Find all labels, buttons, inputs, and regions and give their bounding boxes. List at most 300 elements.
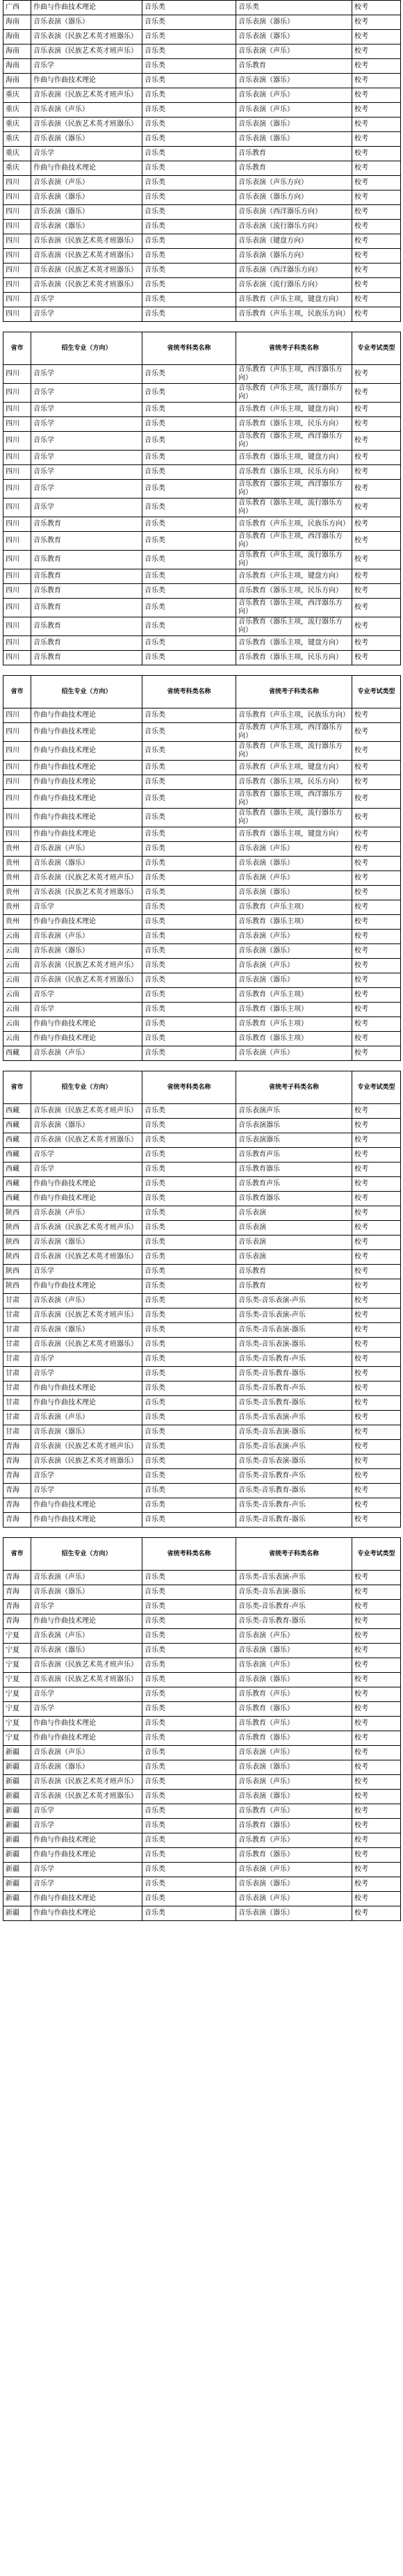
province-cell: 青海: [3, 1600, 31, 1614]
major-cell: 音乐学: [31, 1877, 142, 1892]
subcategory-cell: 音乐教育（器乐主项，民乐方向）: [236, 651, 352, 665]
table-row: [3, 1003, 401, 1017]
category-cell: 音乐类: [142, 1309, 236, 1323]
table-row: [3, 1352, 401, 1367]
province-cell: 青海: [3, 1469, 31, 1484]
table-row: [3, 1804, 401, 1819]
table-row: [3, 1498, 401, 1513]
table-row: [3, 761, 401, 775]
major-cell: 音乐表演（器乐）: [31, 1323, 142, 1338]
table-row: [3, 915, 401, 930]
subcategory-cell: 音乐表演（器乐）: [236, 132, 352, 147]
header-category: 省统考科类名称: [142, 1071, 236, 1104]
major-cell: 作曲与作曲技术理论: [31, 775, 142, 790]
province-cell: 青海: [3, 1484, 31, 1498]
province-cell: 甘肃: [3, 1338, 31, 1352]
table-row: [3, 249, 401, 264]
major-cell: 音乐学: [31, 1702, 142, 1717]
exam-type-cell: 校考: [352, 1571, 401, 1585]
subcategory-cell: 音乐表演（器乐方向）: [236, 249, 352, 264]
exam-type-cell: 校考: [352, 417, 401, 432]
header-exam-type: 专业考试类型: [352, 1071, 401, 1104]
table-row: [3, 1585, 401, 1600]
major-cell: 作曲与作曲技术理论: [31, 1396, 142, 1411]
category-cell: 音乐类: [142, 1032, 236, 1046]
exam-type-cell: 校考: [352, 1731, 401, 1746]
subcategory-cell: 音乐表演（器乐）: [236, 1673, 352, 1687]
major-cell: 作曲与作曲技术理论: [31, 761, 142, 775]
category-cell: 音乐类: [142, 432, 236, 451]
major-cell: 作曲与作曲技术理论: [31, 742, 142, 761]
subcategory-cell: 音乐教育（声乐）: [236, 1804, 352, 1819]
subcategory-cell: 音乐教育（声乐主项，流行器乐方向）: [236, 384, 352, 403]
exam-type-cell: 校考: [352, 480, 401, 499]
exam-type-cell: 校考: [352, 1790, 401, 1804]
table-row: [3, 1819, 401, 1833]
category-cell: 音乐类: [142, 551, 236, 569]
table-row: [3, 384, 401, 403]
subcategory-cell: 音乐教育（器乐主项，键盘方向）: [236, 451, 352, 465]
province-cell: 甘肃: [3, 1382, 31, 1396]
header-major: 招生专业（方向）: [31, 1538, 142, 1571]
subcategory-cell: 音乐表演（器乐）: [236, 118, 352, 132]
province-cell: 贵州: [3, 857, 31, 871]
exam-type-cell: 校考: [352, 842, 401, 857]
header-category: 省统考科类名称: [142, 332, 236, 365]
major-cell: 音乐表演（民族艺术英才班器乐）: [31, 1338, 142, 1352]
province-cell: 新疆: [3, 1863, 31, 1877]
province-cell: 重庆: [3, 103, 31, 118]
table-row: [3, 1221, 401, 1236]
province-cell: 西藏: [3, 1177, 31, 1192]
subcategory-cell: 音乐教育（器乐）: [236, 1848, 352, 1863]
table-row: [3, 161, 401, 176]
subcategory-cell: 音乐教育（器乐主项，民乐方向）: [236, 775, 352, 790]
subcategory-cell: 音乐教育（器乐主项，键盘方向）: [236, 827, 352, 842]
province-cell: 四川: [3, 249, 31, 264]
major-cell: 音乐学: [31, 1484, 142, 1498]
major-cell: 音乐表演（民族艺术英才班声乐）: [31, 959, 142, 973]
major-cell: 音乐学: [31, 1163, 142, 1177]
exam-type-cell: 校考: [352, 1585, 401, 1600]
province-cell: 甘肃: [3, 1294, 31, 1309]
exam-type-cell: 校考: [352, 617, 401, 636]
province-cell: 四川: [3, 723, 31, 742]
province-cell: 西藏: [3, 1119, 31, 1133]
province-cell: 新疆: [3, 1833, 31, 1848]
exam-type-cell: 校考: [352, 1702, 401, 1717]
category-cell: 音乐类: [142, 1133, 236, 1148]
category-cell: 音乐类: [142, 1163, 236, 1177]
subcategory-cell: 音乐教育（声乐主项，键盘方向）: [236, 569, 352, 584]
table-row: [3, 465, 401, 480]
major-cell: 音乐表演（民族艺术英才班声乐）: [31, 1221, 142, 1236]
table-header-row: [3, 676, 401, 708]
subcategory-cell: 音乐类-音乐教育-器乐: [236, 1513, 352, 1528]
category-cell: 音乐类: [142, 307, 236, 322]
table-row: [3, 1746, 401, 1760]
major-cell: 音乐表演（民族艺术英才班声乐）: [31, 871, 142, 886]
major-cell: 音乐学: [31, 900, 142, 915]
subcategory-cell: 音乐表演（声乐）: [236, 959, 352, 973]
subcategory-cell: 音乐教育（器乐主项）: [236, 915, 352, 930]
province-cell: 青海: [3, 1455, 31, 1469]
subcategory-cell: 音乐表演（器乐）: [236, 857, 352, 871]
category-cell: 音乐类: [142, 857, 236, 871]
table-row: [3, 973, 401, 988]
subcategory-cell: 音乐教育（器乐）: [236, 1731, 352, 1746]
major-cell: 作曲与作曲技术理论: [31, 1833, 142, 1848]
category-cell: 音乐类: [142, 1731, 236, 1746]
major-cell: 作曲与作曲技术理论: [31, 1017, 142, 1032]
province-cell: 四川: [3, 532, 31, 551]
province-cell: 宁夏: [3, 1731, 31, 1746]
category-cell: 音乐类: [142, 1396, 236, 1411]
category-cell: 音乐类: [142, 599, 236, 617]
exam-type-cell: 校考: [352, 1600, 401, 1614]
table-row: [3, 1236, 401, 1250]
header-major: 招生专业（方向）: [31, 676, 142, 708]
province-cell: 贵州: [3, 900, 31, 915]
table-row: [3, 775, 401, 790]
exam-type-cell: 校考: [352, 1469, 401, 1484]
subcategory-cell: 音乐类-音乐教育-器乐: [236, 1614, 352, 1629]
major-cell: 音乐学: [31, 147, 142, 161]
subcategory-cell: 音乐教育（声乐主项，流行器乐方向）: [236, 742, 352, 761]
table-row: [3, 988, 401, 1003]
subcategory-cell: 音乐教育（器乐主项，西洋器乐方向）: [236, 599, 352, 617]
subcategory-cell: 音乐教育（声乐主项，西洋器乐方向）: [236, 532, 352, 551]
category-cell: 音乐类: [142, 886, 236, 900]
subcategory-cell: 音乐教育（器乐主项，民乐方向）: [236, 417, 352, 432]
province-cell: 陕西: [3, 1265, 31, 1279]
subcategory-cell: 音乐教育（器乐主项，西洋器乐方向）: [236, 480, 352, 499]
major-cell: 音乐教育: [31, 584, 142, 599]
category-cell: 音乐类: [142, 176, 236, 191]
table-row: [3, 900, 401, 915]
subcategory-cell: 音乐表演（声乐）: [236, 930, 352, 944]
category-cell: 音乐类: [142, 1206, 236, 1221]
subcategory-cell: 音乐教育（声乐主项）: [236, 988, 352, 1003]
province-cell: 海南: [3, 59, 31, 74]
major-cell: 音乐学: [31, 417, 142, 432]
table-row: [3, 132, 401, 147]
header-major: 招生专业（方向）: [31, 332, 142, 365]
major-cell: 音乐表演（器乐）: [31, 15, 142, 30]
exam-type-cell: 校考: [352, 1177, 401, 1192]
exam-type-cell: 校考: [352, 790, 401, 809]
table-row: [3, 1396, 401, 1411]
category-cell: 音乐类: [142, 1877, 236, 1892]
table-row: [3, 499, 401, 517]
major-cell: 音乐表演（声乐）: [31, 842, 142, 857]
subcategory-cell: 音乐教育: [236, 161, 352, 176]
subcategory-cell: 音乐类: [236, 1, 352, 15]
province-cell: 贵州: [3, 886, 31, 900]
table-row: [3, 118, 401, 132]
province-cell: 四川: [3, 480, 31, 499]
province-cell: 四川: [3, 551, 31, 569]
major-cell: 作曲与作曲技术理论: [31, 1731, 142, 1746]
table-row: [3, 1629, 401, 1644]
exam-type-cell: 校考: [352, 1906, 401, 1921]
category-cell: 音乐类: [142, 451, 236, 465]
major-cell: 音乐学: [31, 499, 142, 517]
major-cell: 音乐学: [31, 1819, 142, 1833]
province-cell: 青海: [3, 1614, 31, 1629]
category-cell: 音乐类: [142, 775, 236, 790]
category-cell: 音乐类: [142, 465, 236, 480]
table-row: [3, 1265, 401, 1279]
category-cell: 音乐类: [142, 1629, 236, 1644]
major-cell: 作曲与作曲技术理论: [31, 1279, 142, 1294]
exam-type-cell: 校考: [352, 532, 401, 551]
table-row: [3, 617, 401, 636]
exam-type-cell: 校考: [352, 249, 401, 264]
category-cell: 音乐类: [142, 944, 236, 959]
category-cell: 音乐类: [142, 1338, 236, 1352]
category-cell: 音乐类: [142, 147, 236, 161]
subcategory-cell: 音乐表演（西洋器乐方向）: [236, 205, 352, 220]
category-cell: 音乐类: [142, 1192, 236, 1206]
major-cell: 音乐学: [31, 403, 142, 417]
subcategory-cell: 音乐表演（西洋器乐方向）: [236, 264, 352, 278]
table-row: [3, 1877, 401, 1892]
category-cell: 音乐类: [142, 59, 236, 74]
major-cell: 音乐教育: [31, 599, 142, 617]
category-cell: 音乐类: [142, 205, 236, 220]
province-cell: 宁夏: [3, 1673, 31, 1687]
province-cell: 陕西: [3, 1279, 31, 1294]
table-row: [3, 1731, 401, 1746]
category-cell: 音乐类: [142, 742, 236, 761]
province-cell: 四川: [3, 827, 31, 842]
exam-type-cell: 校考: [352, 1294, 401, 1309]
category-cell: 音乐类: [142, 1848, 236, 1863]
major-cell: 音乐表演（民族艺术英才班器乐）: [31, 234, 142, 249]
subcategory-cell: 音乐类-音乐表演-器乐: [236, 1585, 352, 1600]
subcategory-cell: 音乐表演（器乐）: [236, 30, 352, 44]
table-row: [3, 451, 401, 465]
subcategory-cell: 音乐教育（声乐主项，民族乐方向）: [236, 517, 352, 532]
province-cell: 重庆: [3, 147, 31, 161]
province-cell: 云南: [3, 973, 31, 988]
province-cell: 青海: [3, 1585, 31, 1600]
exam-type-cell: 校考: [352, 636, 401, 651]
subcategory-cell: 音乐教育（声乐）: [236, 1717, 352, 1731]
exam-type-cell: 校考: [352, 584, 401, 599]
header-exam-type: 专业考试类型: [352, 332, 401, 365]
table-row: [3, 1455, 401, 1469]
subcategory-cell: 音乐表演（声乐）: [236, 871, 352, 886]
exam-type-cell: 校考: [352, 403, 401, 417]
category-cell: 音乐类: [142, 584, 236, 599]
major-cell: 音乐表演（器乐）: [31, 1760, 142, 1775]
exam-type-cell: 校考: [352, 1104, 401, 1119]
subcategory-cell: 音乐教育: [236, 147, 352, 161]
province-cell: 四川: [3, 465, 31, 480]
category-cell: 音乐类: [142, 1221, 236, 1236]
exam-type-cell: 校考: [352, 1, 401, 15]
major-cell: 音乐表演（民族艺术英才班声乐）: [31, 1775, 142, 1790]
category-cell: 音乐类: [142, 1760, 236, 1775]
exam-type-cell: 校考: [352, 1250, 401, 1265]
exam-type-cell: 校考: [352, 1382, 401, 1396]
table-row: [3, 959, 401, 973]
table-row: [3, 1614, 401, 1629]
table-row: [3, 234, 401, 249]
province-cell: 四川: [3, 365, 31, 384]
major-cell: 音乐学: [31, 988, 142, 1003]
table-row: [3, 1382, 401, 1396]
subcategory-cell: 音乐类-音乐教育-器乐: [236, 1484, 352, 1498]
province-cell: 贵州: [3, 842, 31, 857]
subcategory-cell: 音乐表演（器乐）: [236, 973, 352, 988]
subcategory-cell: 音乐类-音乐表演-声乐: [236, 1571, 352, 1585]
category-cell: 音乐类: [142, 1863, 236, 1877]
exam-type-cell: 校考: [352, 293, 401, 307]
category-cell: 音乐类: [142, 973, 236, 988]
exam-type-cell: 校考: [352, 1411, 401, 1425]
exam-type-cell: 校考: [352, 499, 401, 517]
exam-type-cell: 校考: [352, 1746, 401, 1760]
category-cell: 音乐类: [142, 1614, 236, 1629]
header-subcategory: 省统考子科类名称: [236, 1071, 352, 1104]
category-cell: 音乐类: [142, 1, 236, 15]
header-exam-type: 专业考试类型: [352, 676, 401, 708]
subcategory-cell: 音乐教育器乐: [236, 1163, 352, 1177]
major-cell: 音乐表演（民族艺术英才班器乐）: [31, 278, 142, 293]
table-row: [3, 1790, 401, 1804]
province-cell: 陕西: [3, 1206, 31, 1221]
province-cell: 四川: [3, 742, 31, 761]
exam-type-cell: 校考: [352, 465, 401, 480]
major-cell: 音乐表演（声乐）: [31, 1411, 142, 1425]
major-cell: 音乐学: [31, 432, 142, 451]
exam-type-cell: 校考: [352, 1148, 401, 1163]
exam-type-cell: 校考: [352, 1440, 401, 1455]
exam-type-cell: 校考: [352, 1833, 401, 1848]
category-cell: 音乐类: [142, 1279, 236, 1294]
category-cell: 音乐类: [142, 900, 236, 915]
exam-type-cell: 校考: [352, 1614, 401, 1629]
exam-type-cell: 校考: [352, 959, 401, 973]
province-cell: 云南: [3, 1032, 31, 1046]
table-row: [3, 708, 401, 723]
major-cell: 音乐表演（声乐）: [31, 176, 142, 191]
major-cell: 音乐教育: [31, 569, 142, 584]
exam-type-cell: 校考: [352, 1367, 401, 1382]
category-cell: 音乐类: [142, 1425, 236, 1440]
table-row: [3, 584, 401, 599]
table-row: [3, 147, 401, 161]
table-row: [3, 403, 401, 417]
category-cell: 音乐类: [142, 365, 236, 384]
category-cell: 音乐类: [142, 1469, 236, 1484]
province-cell: 甘肃: [3, 1309, 31, 1323]
table-row: [3, 74, 401, 88]
exam-type-cell: 校考: [352, 761, 401, 775]
exam-type-cell: 校考: [352, 1338, 401, 1352]
category-cell: 音乐类: [142, 651, 236, 665]
category-cell: 音乐类: [142, 1352, 236, 1367]
exam-type-cell: 校考: [352, 384, 401, 403]
major-cell: 音乐表演（民族艺术英才班声乐）: [31, 1658, 142, 1673]
category-cell: 音乐类: [142, 723, 236, 742]
subcategory-cell: 音乐表演（流行器乐方向）: [236, 278, 352, 293]
subcategory-cell: 音乐教育（声乐主项，键盘方向）: [236, 403, 352, 417]
subcategory-cell: 音乐表演（声乐）: [236, 842, 352, 857]
table-row: [3, 1177, 401, 1192]
major-cell: 音乐学: [31, 1863, 142, 1877]
admissions-table: [3, 0, 401, 322]
exam-type-cell: 校考: [352, 118, 401, 132]
table-row: [3, 569, 401, 584]
header-major: 招生专业（方向）: [31, 1071, 142, 1104]
table-header-row: [3, 1538, 401, 1571]
major-cell: 作曲与作曲技术理论: [31, 809, 142, 827]
province-cell: 宁夏: [3, 1658, 31, 1673]
province-cell: 陕西: [3, 1250, 31, 1265]
category-cell: 音乐类: [142, 480, 236, 499]
major-cell: 音乐学: [31, 1804, 142, 1819]
subcategory-cell: 音乐教育（声乐主项，流行器乐方向）: [236, 551, 352, 569]
exam-type-cell: 校考: [352, 1658, 401, 1673]
table-row: [3, 307, 401, 322]
subcategory-cell: 音乐表演: [236, 1236, 352, 1250]
province-cell: 重庆: [3, 118, 31, 132]
major-cell: 作曲与作曲技术理论: [31, 1848, 142, 1863]
exam-type-cell: 校考: [352, 1863, 401, 1877]
major-cell: 音乐表演（声乐）: [31, 1294, 142, 1309]
table-row: [3, 809, 401, 827]
table-header-row: [3, 332, 401, 365]
exam-type-cell: 校考: [352, 915, 401, 930]
major-cell: 音乐表演（民族艺术英才班器乐）: [31, 264, 142, 278]
province-cell: 西藏: [3, 1163, 31, 1177]
category-cell: 音乐类: [142, 1003, 236, 1017]
province-cell: 青海: [3, 1513, 31, 1528]
table-row: [3, 1046, 401, 1061]
major-cell: 音乐表演（民族艺术英才班器乐）: [31, 973, 142, 988]
major-cell: 作曲与作曲技术理论: [31, 1032, 142, 1046]
table-row: [3, 871, 401, 886]
major-cell: 音乐表演（声乐）: [31, 103, 142, 118]
major-cell: 音乐表演（声乐）: [31, 1206, 142, 1221]
exam-type-cell: 校考: [352, 1265, 401, 1279]
subcategory-cell: 音乐类-音乐教育-声乐: [236, 1382, 352, 1396]
subcategory-cell: 音乐教育（声乐主项）: [236, 900, 352, 915]
category-cell: 音乐类: [142, 1440, 236, 1455]
major-cell: 作曲与作曲技术理论: [31, 1717, 142, 1731]
province-cell: 广西: [3, 1, 31, 15]
province-cell: 海南: [3, 44, 31, 59]
province-cell: 四川: [3, 432, 31, 451]
subcategory-cell: 音乐教育（器乐主项，流行器乐方向）: [236, 809, 352, 827]
province-cell: 新疆: [3, 1775, 31, 1790]
exam-type-cell: 校考: [352, 1309, 401, 1323]
category-cell: 音乐类: [142, 264, 236, 278]
category-cell: 音乐类: [142, 1585, 236, 1600]
major-cell: 作曲与作曲技术理论: [31, 1382, 142, 1396]
table-row: [3, 176, 401, 191]
table-row: [3, 1658, 401, 1673]
exam-type-cell: 校考: [352, 1644, 401, 1658]
admissions-table: [3, 1537, 401, 1921]
province-cell: 云南: [3, 988, 31, 1003]
category-cell: 音乐类: [142, 1804, 236, 1819]
major-cell: 音乐表演（器乐）: [31, 1644, 142, 1658]
